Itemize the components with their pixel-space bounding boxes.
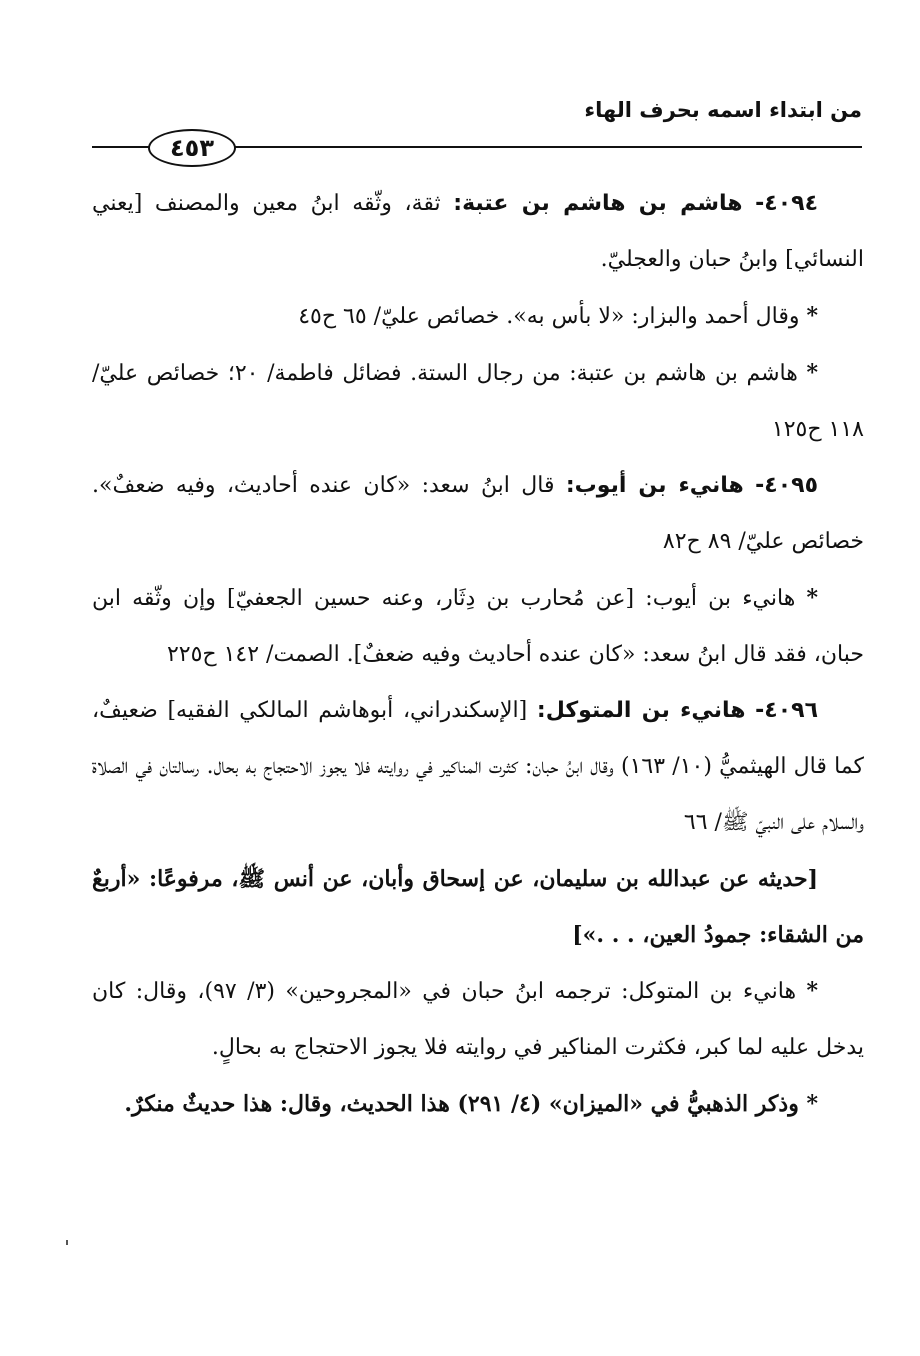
note-paragraph (92, 570, 864, 683)
entry-text: قال ابنُ سعد: «كان عنده أحاديث، وفيه ضعفٌ». خصائص عليّ/ ٨٩ ح٨٢ (92, 473, 864, 554)
star-marker: * (806, 303, 818, 329)
entry-number: ٤٠٩٦- (755, 698, 818, 723)
running-header-title: من ابتداء اسمه بحرف الهاء (584, 98, 862, 122)
note-paragraph (92, 1076, 864, 1132)
scan-speck (66, 1240, 68, 1245)
note-text: وذكر الذهبيُّ في «الميزان» (٤/ ٢٩١) هذا الحديث، وقال: هذا حديثٌ منكرٌ. (124, 1091, 799, 1117)
note-paragraph (92, 288, 864, 345)
entry-text: ثقة، وثّقه ابنُ معين والمصنف [يعني النسائي] وابنُ حبان والعجليّ. (92, 191, 864, 272)
narrator-name: هانيء بن أيوب: (565, 473, 744, 498)
page-number-badge: ٤٥٣ (148, 129, 236, 167)
narrator-name: هانيء بن المتوكل: (536, 698, 746, 723)
note-text: هانيء بن المتوكل: ترجمه ابنُ حبان في «المجروحين» (٣/ ٩٧)، وقال: كان يدخل عليه لما كبر، فكثرت المناكير في روايته فلا يجوز الاحتجاج به بحالٍ. (92, 979, 864, 1060)
entry-text: [الإسكندراني، أبوهاشم المالكي الفقيه] ضعيفٌ، كما قال الهيثميُّ (١٠/ ١٦٣) وقال ابنُ حبان: كثرت المناكير في روايته فلا يجوز الاحتجاج به بحال. رسالتان في الصلاة والسلام على النبيّ ﷺ/ ٦٦ (92, 698, 865, 835)
hadith-text: [حديثه عن عبدالله بن سليمان، عن إسحاق وأبان، عن أنس ﷺ، مرفوعًا: «أربعٌ من الشقاء: جمودُ العين، . . .»] (92, 866, 864, 948)
narrator-name: هاشم بن هاشم بن عتبة: (453, 191, 743, 216)
page-body (92, 176, 864, 1132)
note-paragraph (92, 345, 864, 458)
note-text: هاشم بن هاشم بن عتبة: من رجال الستة. فضائل فاطمة/ ٢٠؛ خصائص عليّ/ ١١٨ ح١٢٥ (92, 361, 864, 442)
entry-4095 (92, 458, 864, 570)
note-text: هانيء بن أيوب: [عن مُحارب بن دِثَار، وعنه حسين الجعفيّ] وإن وثّقه ابن حبان، فقد قال ابنُ سعد: «كان عنده أحاديث وفيه ضعفٌ]. الصمت/ ١٤٢ ح٢٢٥ (92, 586, 864, 667)
entry-number: ٤٠٩٥- (755, 473, 819, 498)
star-marker: * (806, 1091, 818, 1117)
star-marker: * (806, 585, 819, 611)
entry-number: ٤٠٩٤- (755, 191, 819, 216)
entry-4094 (92, 176, 864, 288)
entry-4096 (92, 683, 864, 851)
note-text: وقال أحمد والبزار: «لا بأس به». خصائص عليّ/ ٦٥ ح٤٥ (298, 304, 800, 329)
hadith-paragraph (92, 851, 864, 963)
star-marker: * (806, 360, 818, 386)
star-marker: * (806, 978, 818, 1004)
note-paragraph (92, 963, 864, 1076)
